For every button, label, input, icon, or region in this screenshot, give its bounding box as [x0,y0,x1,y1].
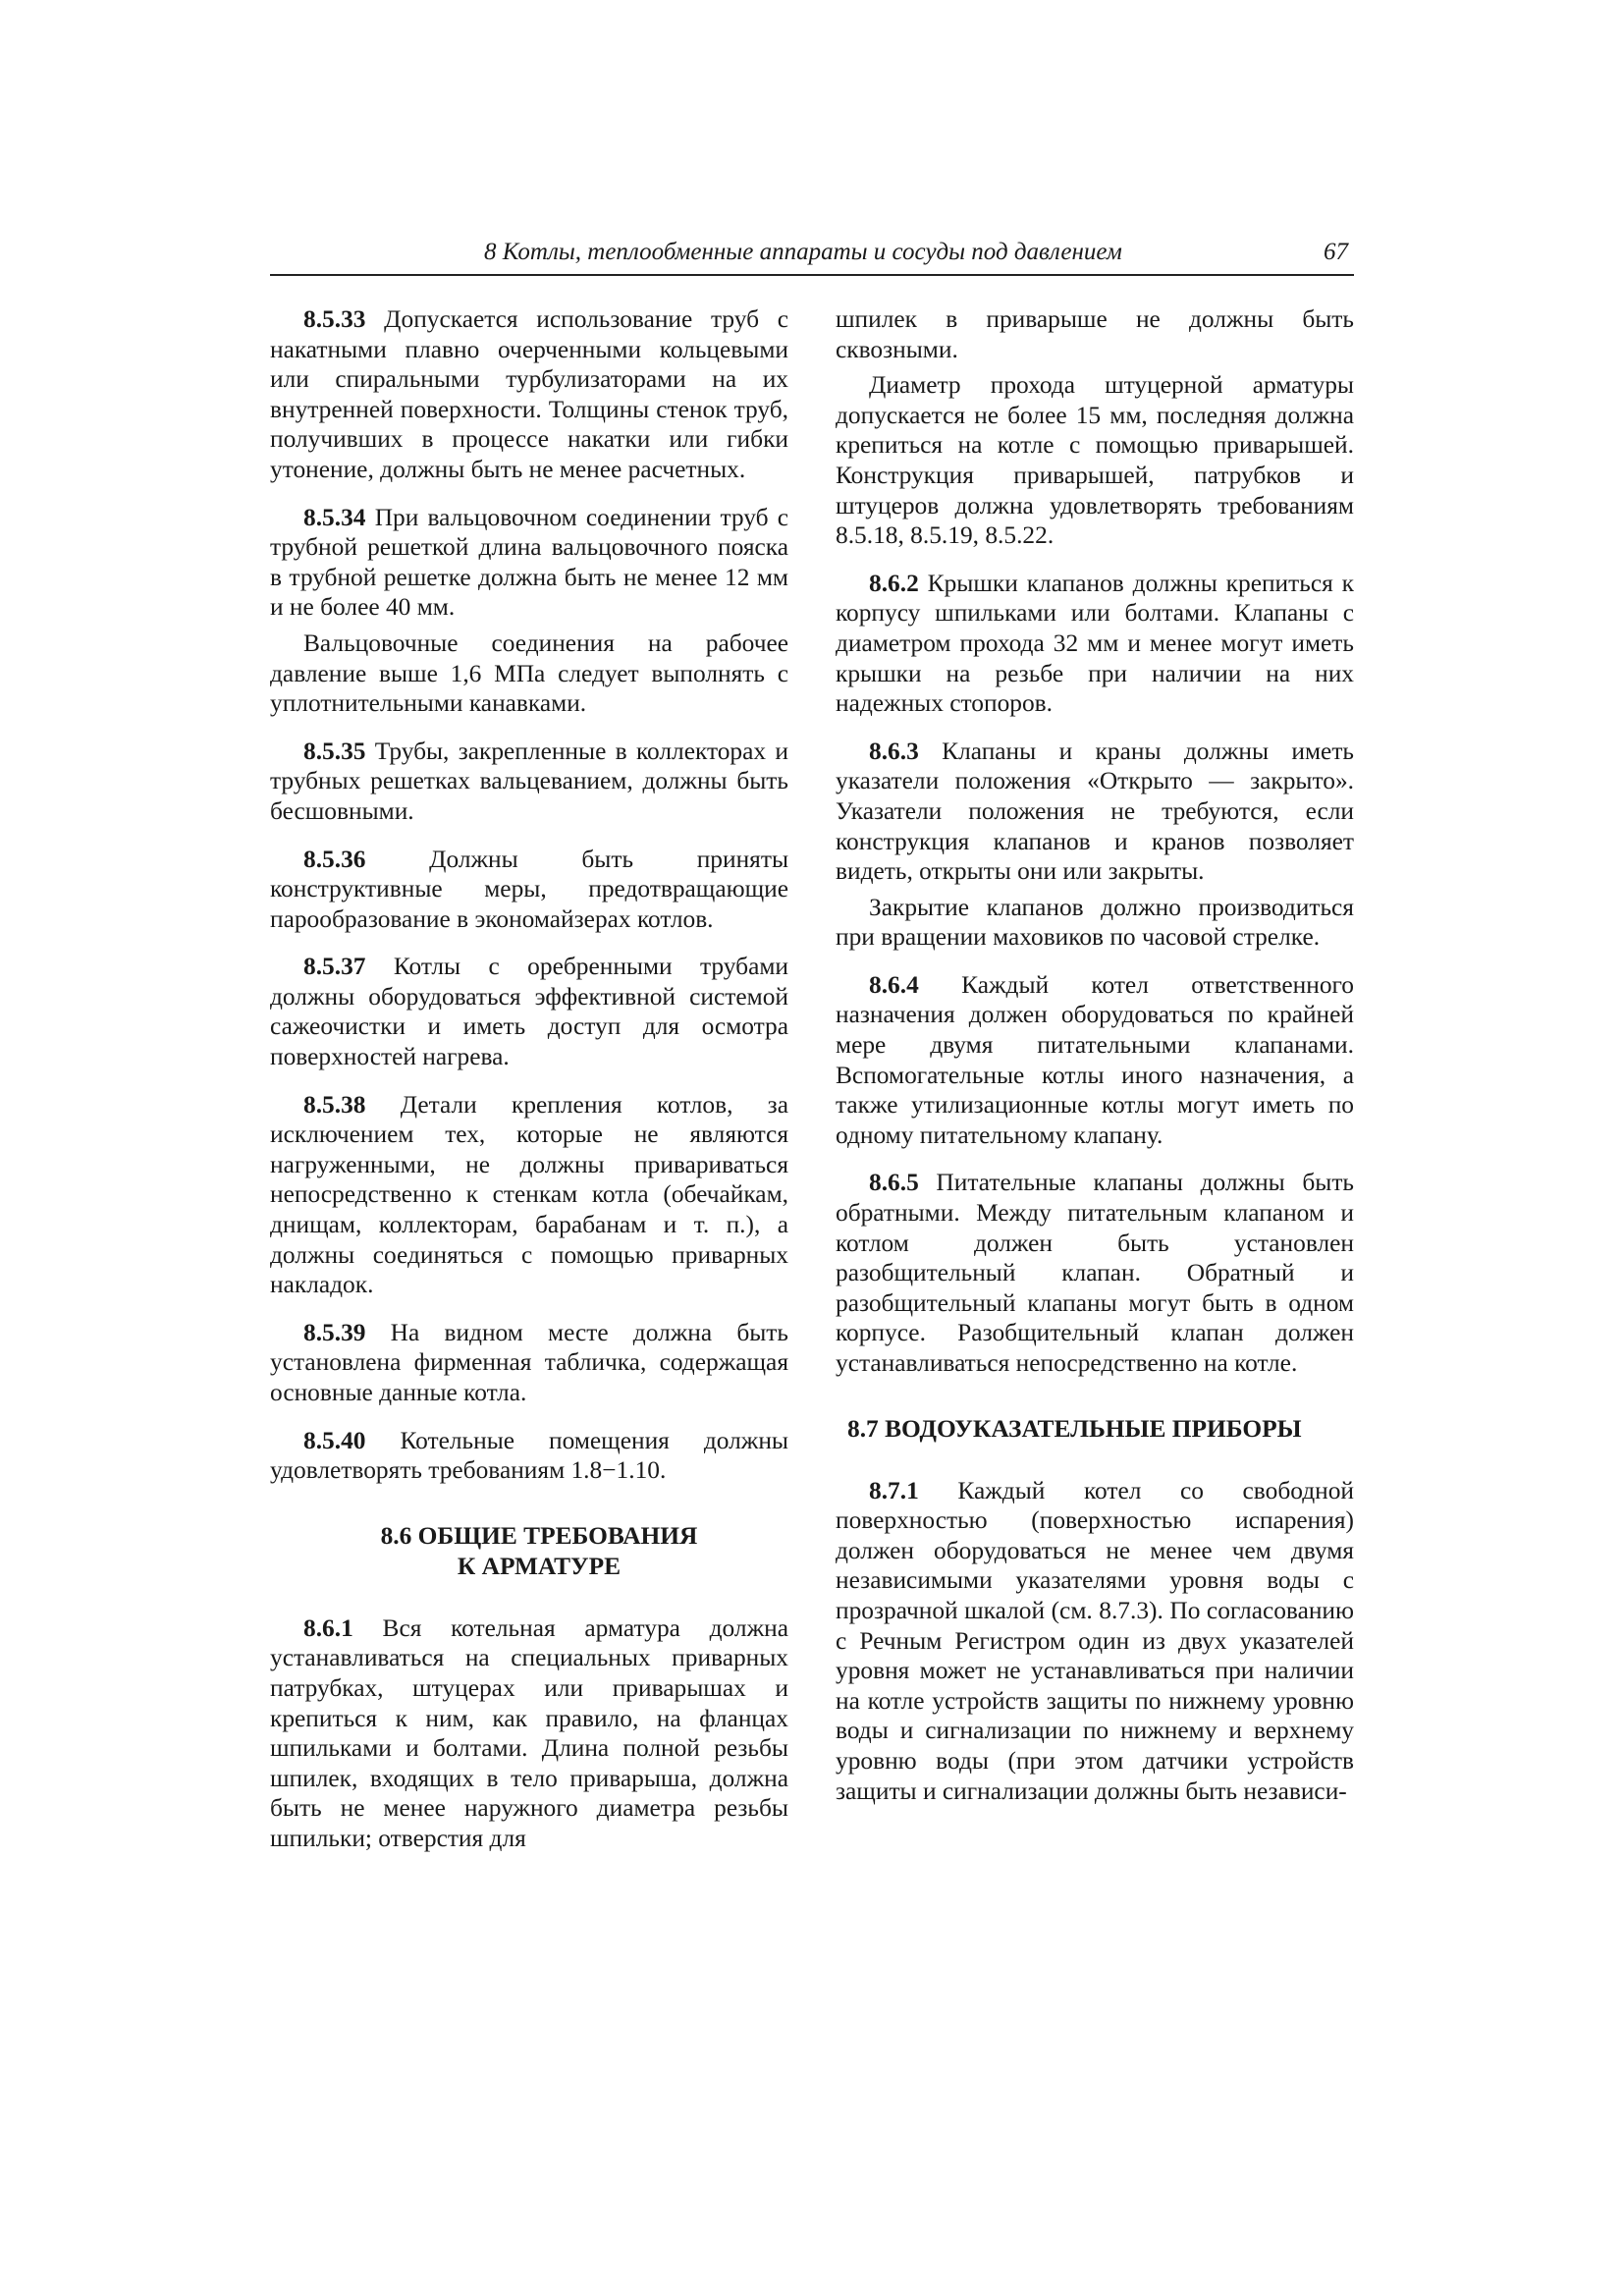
clause-text: Допускается использование труб с накатными плавно очерченными кольцевыми или спиральными турбулизаторами на их внутренней поверхности. Толщины стенок труб, получивших в процессе накатки или гибки утонение, должны быть не менее расчетных. [270,305,788,483]
paragraph-8-5-34-continued: Вальцовочные соединения на рабочее давление выше 1,6 МПа следует выполнять с уплотнительными канавками. [270,629,788,718]
clause-number: 8.6.4 [869,970,919,999]
clause-text: Каждый котел со свободной поверхностью (поверхностью испарения) должен оборудоваться не менее чем двумя независимыми указателями уровня воды с прозрачной шкалой (см. 8.7.3). По согласованию с Речным Регистром один из двух указателей уровня может не устанавливаться при наличии на котле устройств защиты по нижнему уровню воды и сигнализации по нижнему и верхнему уровню воды (при этом датчики устройств защиты и сигнализации должны быть независи- [836,1476,1354,1805]
clause-text: Вся котельная арматура должна устанавливаться на специальных приварных патрубках, штуцерах или приварышах и крепиться к ним, как правило, на фланцах шпильками и болтами. Длина полной резьбы шпилек, входящих в тело приварыша, должна быть не менее наружного диаметра резьбы шпильки; отверстия для [270,1613,788,1852]
left-column [270,304,788,1872]
paragraph-8-6-3-continued: Закрытие клапанов должно производиться при вращении маховиков по часовой стрелке. [836,893,1354,952]
paragraph-8-6-2 [836,569,1354,719]
section-heading-8-7: 8.7 ВОДОУКАЗАТЕЛЬНЫЕ ПРИБОРЫ [847,1414,1302,1443]
clause-text: Котельные помещения должны удовлетворять требованиям 1.8−1.10. [270,1426,788,1485]
clause-number: 8.6.5 [869,1169,919,1197]
clause-number: 8.5.33 [303,305,366,333]
paragraph-8-7-1 [836,1476,1354,1807]
clause-text: Должны быть приняты конструктивные меры, предотвращающие парообразование в экономайзерах котлов. [270,845,788,933]
clause-text: Детали крепления котлов, за исключением тех, которые не являются нагруженными, не должны привариваться непосредственно к стенкам котла (обечайкам, днищам, коллекторам, барабанам и т. п.), а должны соединяться с помощью приварных накладок. [270,1090,788,1299]
paragraph-8-5-33 [270,304,788,485]
paragraph-8-5-35 [270,737,788,827]
clause-text: Крышки клапанов должны крепиться к корпусу шпильками или болтами. Клапаны с диаметром прохода 32 мм и менее могут иметь крышки на резьбе при наличии на них надежных стопоров. [836,569,1354,718]
paragraph-8-6-1 [270,1613,788,1854]
paragraph-8-5-39 [270,1318,788,1408]
paragraph-continuation: шпилек в приварыше не должны быть сквозными. [836,305,1354,363]
section-heading-8-6 [270,1521,788,1582]
clause-text: Котлы с оребренными трубами должны оборудоваться эффективной системой сажеочистки и иметь доступ для осмотра поверхностей нагрева. [270,953,788,1071]
clause-text: Трубы, закрепленные в коллекторах и трубных решетках вальцеванием, должны быть бесшовными. [270,737,788,825]
paragraph-8-6-4 [836,970,1354,1151]
paragraph-8-6-5 [836,1168,1354,1378]
clause-number: 8.6.3 [869,737,919,765]
paragraph-8-5-36 [270,845,788,935]
right-column [836,304,1354,1824]
running-header [270,239,1354,276]
clause-text: Каждый котел ответственного назначения должен оборудоваться по крайней мере двумя питательными клапанами. Вспомогательные котлы иного назначения, а также утилизационные котлы могут иметь по одному питательному клапану. [836,970,1354,1149]
paragraph-8-5-40 [270,1426,788,1486]
clause-number: 8.5.37 [303,953,366,981]
clause-text: Клапаны и краны должны иметь указатели положения «Открыто — закрыто». Указатели положения не требуются, если конструкция клапанов и кранов позволяет видеть, открыты они или закрыты. [836,737,1354,886]
paragraph-diameter: Диаметр прохода штуцерной арматуры допускается не более 15 мм, последняя должна крепиться на котле с помощью приварышей. Конструкция приварышей, патрубков и штуцеров должна удовлетворять требованиям 8.5.18, 8.5.19, 8.5.22. [836,371,1354,550]
clause-text: На видном месте должна быть установлена фирменная табличка, содержащая основные данные котла. [270,1318,788,1406]
clause-number: 8.5.36 [303,845,366,873]
paragraph-8-5-37 [270,952,788,1071]
section-heading-line: К АРМАТУРЕ [457,1552,622,1580]
clause-number: 8.5.40 [303,1426,366,1454]
page-number: 67 [1324,239,1348,265]
section-heading-line: 8.6 ОБЩИЕ ТРЕБОВАНИЯ [380,1521,698,1550]
clause-number: 8.7.1 [869,1476,919,1504]
clause-number: 8.5.39 [303,1318,366,1346]
clause-text: При вальцовочном соединении труб с трубной решеткой длина вальцовочного пояска в трубной решетке должна быть не менее 12 мм и не более 40 мм. [270,503,788,622]
clause-number: 8.5.38 [303,1090,366,1119]
paragraph-8-5-38 [270,1090,788,1300]
clause-number: 8.6.1 [303,1613,353,1642]
clause-number: 8.6.2 [869,569,919,597]
clause-text: Питательные клапаны должны быть обратными. Между питательным клапаном и котлом должен быть установлен разобщительный клапан. Обратный и разобщительный клапаны могут быть в одном корпусе. Разобщительный клапан должен устанавливаться непосредственно на котле. [836,1169,1354,1377]
clause-number: 8.5.34 [303,503,366,531]
paragraph-8-5-34 [270,503,788,623]
paragraph-8-6-3 [836,737,1354,887]
running-title: 8 Котлы, теплообменные аппараты и сосуды под давлением [484,239,1122,265]
clause-number: 8.5.35 [303,737,366,765]
